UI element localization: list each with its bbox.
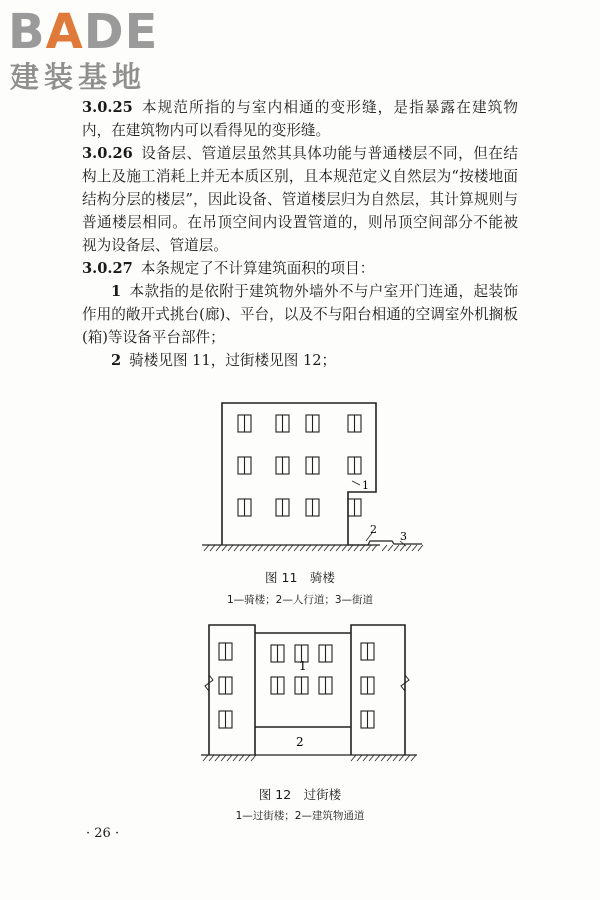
hatch-line — [366, 545, 371, 551]
ground-hatch — [203, 755, 416, 761]
item-number: 1 — [111, 283, 122, 300]
hatch-line — [233, 755, 238, 761]
paragraph-text: 设备层、管道层虽然其具体功能与普通楼层不同，但在结构上及施工消耗上并无本质区别，且本规范定义自然层为“按楼地面结构分层的楼层”，因此设备、管道楼层归为自然层，其计算规则与普通楼层相同。在吊顶空间内设置管道的，则吊顶空间部分不能被视为设备层、管道层。 — [82, 145, 518, 254]
paragraph-3-0-25 — [82, 96, 518, 142]
hatch-line — [418, 545, 423, 551]
hatch-line — [228, 545, 233, 551]
hatch-line — [324, 545, 329, 551]
hatch-line — [354, 545, 359, 551]
hatch-line — [258, 545, 263, 551]
label-2: 2 — [296, 735, 304, 749]
bade-logo — [8, 4, 178, 96]
hatch-line — [369, 755, 374, 761]
hatch-line — [282, 545, 287, 551]
hatch-line — [412, 545, 417, 551]
hatch-line — [216, 545, 221, 551]
section-number: 3.0.27 — [82, 260, 133, 277]
hatch-line — [234, 545, 239, 551]
window-grid — [238, 415, 361, 516]
hatch-line — [306, 545, 311, 551]
hatch-line — [209, 755, 214, 761]
sidewalk-curb — [348, 541, 422, 545]
figure-12-title: 图 12 过街楼 — [258, 787, 342, 802]
hatch-line — [382, 545, 387, 551]
hatch-line — [381, 755, 386, 761]
item-text: 骑楼见图 11，过街楼见图 12； — [129, 352, 337, 369]
paragraph-text: 本规范所指的与室内相通的变形缝，是指暴露在建筑物内，在建筑物内可以看得见的变形缝。 — [82, 99, 518, 139]
page-number: · 26 · — [86, 826, 120, 841]
hatch-line — [203, 755, 208, 761]
hatch-line — [215, 755, 220, 761]
hatch-line — [210, 545, 215, 551]
right-tower — [351, 625, 405, 755]
item-text: 本款指的是依附于建筑物外墙外不与户室开门连通，起装饰作用的敞开式挑台(廊)、平台，以及不与阳台相通的空调室外机搁板(箱)等设备平台部件； — [82, 283, 518, 346]
hatch-line — [227, 755, 232, 761]
list-item-2 — [82, 349, 518, 372]
hatch-line — [246, 545, 251, 551]
figure-12-overpass-building — [195, 615, 425, 775]
hatch-line — [336, 545, 341, 551]
paragraph-3-0-27 — [82, 257, 518, 280]
paragraph-text: 本条规定了不计算建筑面积的项目： — [140, 260, 375, 277]
hatch-line — [252, 545, 257, 551]
hatch-line — [406, 545, 411, 551]
hatch-line — [222, 545, 227, 551]
hatch-line — [288, 545, 293, 551]
figure-11-title: 图 11 骑楼 — [265, 570, 335, 585]
body-text — [82, 96, 518, 372]
label-1: 1 — [362, 479, 369, 492]
hatch-line — [375, 755, 380, 761]
figure-11-arcade-building — [200, 395, 430, 565]
label-1: 1 — [299, 659, 307, 673]
hatch-line — [393, 755, 398, 761]
hatch-line — [342, 545, 347, 551]
hatch-line — [388, 545, 393, 551]
hatch-line — [221, 755, 226, 761]
hatch-line — [204, 545, 209, 551]
hatch-line — [394, 545, 399, 551]
item-number: 2 — [111, 352, 122, 369]
hatch-line — [270, 545, 275, 551]
paragraph-3-0-26 — [82, 142, 518, 257]
hatch-line — [276, 545, 281, 551]
hatch-line — [239, 755, 244, 761]
hatch-line — [264, 545, 269, 551]
hatch-line — [330, 545, 335, 551]
section-number: 3.0.25 — [82, 99, 133, 116]
hatch-line — [351, 755, 356, 761]
hatch-line — [312, 545, 317, 551]
hatch-line — [363, 755, 368, 761]
hatch-line — [318, 545, 323, 551]
label-3: 3 — [400, 530, 407, 543]
logo-brand: BADE — [8, 4, 159, 60]
hatch-line — [357, 755, 362, 761]
hatch-line — [372, 545, 377, 551]
section-number: 3.0.26 — [82, 145, 133, 162]
figure-12-legend: 1—过街楼；2—建筑物通道 — [235, 810, 365, 822]
logo-subtitle: 建装基地 — [10, 60, 147, 94]
hatch-line — [400, 545, 405, 551]
hatch-line — [411, 755, 416, 761]
hatch-line — [240, 545, 245, 551]
hatch-line — [245, 755, 250, 761]
hatch-line — [251, 755, 256, 761]
ground-hatch — [204, 545, 423, 551]
figure-11-legend: 1—骑楼；2—人行道；3—街道 — [226, 594, 374, 606]
label-2: 2 — [370, 523, 377, 536]
hatch-line — [360, 545, 365, 551]
hatch-line — [399, 755, 404, 761]
list-item-1 — [82, 280, 518, 349]
hatch-line — [348, 545, 353, 551]
hatch-line — [405, 755, 410, 761]
hatch-line — [387, 755, 392, 761]
leader-1 — [352, 481, 360, 485]
hatch-line — [300, 545, 305, 551]
hatch-line — [294, 545, 299, 551]
